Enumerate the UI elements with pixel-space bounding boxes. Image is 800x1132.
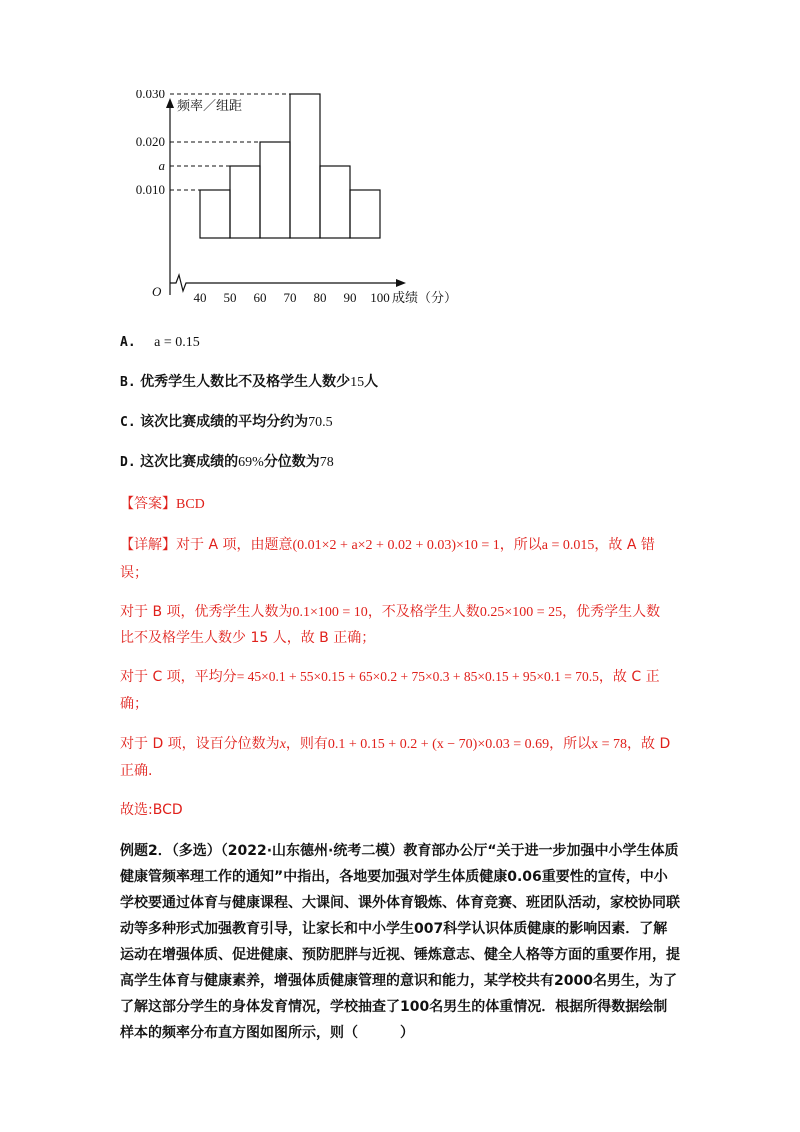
detail-b-math2: 0.25×100 = 25 <box>479 605 563 620</box>
option-d-text2: 分位数为 <box>263 454 320 470</box>
detail-a-text3: ，故 A 错 <box>594 537 655 553</box>
option-b-text: 优秀学生人数比不及格学生人数少 <box>140 374 351 390</box>
x-tick-label: 40 <box>193 290 207 305</box>
histogram-bar <box>200 190 230 238</box>
detail-b-text3: ，优秀学生人数 <box>562 604 661 620</box>
detail-c-math: = 45×0.1 + 55×0.15 + 65×0.2 + 75×0.3 + 85×0.15 + 95×0.1 = 70.5 <box>236 669 599 684</box>
answer-label: 【答案】 <box>120 496 176 512</box>
option-a-letter: A. <box>120 335 136 350</box>
option-b-unit: 人 <box>364 374 379 390</box>
detail-label: 【详解】 <box>120 537 176 553</box>
detail-c-text2: ，故 C 正 <box>598 669 660 685</box>
y-axis-arrow <box>166 98 174 108</box>
x-tick-label: 90 <box>343 290 357 305</box>
option-c-text: 该次比赛成绩的平均分约为 <box>140 414 309 430</box>
answer-value: BCD <box>176 497 205 512</box>
y-tick-label: 0.020 <box>135 134 165 149</box>
histogram-bar <box>350 190 380 238</box>
option-c <box>120 412 333 433</box>
detail-d-text4: ，故 D <box>627 736 671 752</box>
y-tick-label: 0.010 <box>135 182 165 197</box>
detail-d-var: x <box>279 737 286 752</box>
detail-d-text3: ，所以 <box>549 736 592 752</box>
option-d-percent: 69% <box>238 455 264 470</box>
x-tick-label: 70 <box>283 290 297 305</box>
histogram-bar <box>230 166 260 238</box>
option-c-number: 70.5 <box>308 415 333 430</box>
option-b-letter: B. <box>120 375 136 390</box>
y-tick-label: a <box>158 158 165 173</box>
detail-c-line2: 确； <box>120 696 148 712</box>
x-tick-label: 80 <box>313 290 327 305</box>
detail-a-result: a = 0.015 <box>541 538 595 553</box>
detail-b-line1 <box>120 602 660 623</box>
detail-a-text: 对于 A 项，由题意 <box>176 537 293 553</box>
x-tick-label: 100 <box>370 290 390 305</box>
option-a <box>120 332 200 353</box>
x-tick-label: 50 <box>223 290 237 305</box>
detail-d-text2: ，则有 <box>285 736 328 752</box>
detail-a-text2: ，所以 <box>499 537 542 553</box>
origin-label: O <box>152 284 162 299</box>
option-d <box>120 452 334 473</box>
detail-b-text1: 对于 B 项，优秀学生人数为 <box>120 604 293 620</box>
example-2-problem: 例题2．（多选）（2022·山东德州·统考二模）教育部办公厅“关于进一步加强中小学生体质健康管频率理工作的通知”中指出，各地要加强对学生体质健康0.06重要性的宣传，中小学校要通过体育与健康课程、大课间、课外体育锻炼、体育竞赛、班团队活动，家校协同联动等多种形式加强教育引导，让家长和中小学生007科学认识体质健康的影响因素．了解运动在增强体质、促进健康、预防肥胖与近视、锤炼意志、健全人格等方面的重要作用，提高学生体育与健康素养，增强体质健康管理的意识和能力，某学校共有2000名男生，为了了解这部分学生的身体发育情况，学校抽查了100名男生的体重情况．根据所得数据绘制样本的频率分布直方图如图所示，则（ ） <box>120 843 680 1041</box>
x-axis-label: 成绩（分） <box>392 290 458 305</box>
histogram-bar <box>260 142 290 238</box>
answer-line <box>120 494 205 515</box>
histogram-bar <box>290 94 320 238</box>
detail-d-line1 <box>120 734 670 755</box>
detail-b-line2: 比不及格学生人数少 15 人，故 B 正确； <box>120 630 376 646</box>
detail-a-equation: (0.01×2 + a×2 + 0.02 + 0.03)×10 = 1 <box>292 538 500 553</box>
frequency-histogram <box>130 90 460 310</box>
detail-c-text1: 对于 C 项，平均分 <box>120 669 237 685</box>
detail-c-line1 <box>120 667 660 687</box>
option-d-letter: D. <box>120 455 136 470</box>
option-b-number: 15 <box>350 375 365 390</box>
detail-a-line2: 误； <box>120 565 148 581</box>
detail-d-line2: 正确. <box>120 763 153 779</box>
detail-d-math2: 0.1 + 0.15 + 0.2 + (x − 70)×0.03 = 0.69 <box>327 737 550 752</box>
x-axis-arrow <box>396 279 406 287</box>
detail-d-text1: 对于 D 项，设百分位数为 <box>120 736 280 752</box>
y-axis-label: 频率／组距 <box>177 98 243 113</box>
histogram-bar <box>320 166 350 238</box>
option-a-math: a = 0.15 <box>154 335 200 350</box>
y-tick-label: 0.030 <box>135 90 165 101</box>
option-c-letter: C. <box>120 415 136 430</box>
option-d-text1: 这次比赛成绩的 <box>140 454 239 470</box>
detail-conclusion: 故选:BCD <box>120 802 183 818</box>
option-b <box>120 372 378 393</box>
detail-b-text2: ，不及格学生人数 <box>367 604 480 620</box>
x-tick-label: 60 <box>253 290 267 305</box>
option-d-number: 78 <box>319 455 334 470</box>
axis-break <box>170 275 188 291</box>
detail-a-line1 <box>120 535 655 556</box>
detail-b-math1: 0.1×100 = 10 <box>292 605 368 620</box>
detail-d-math3: x = 78 <box>591 737 628 752</box>
